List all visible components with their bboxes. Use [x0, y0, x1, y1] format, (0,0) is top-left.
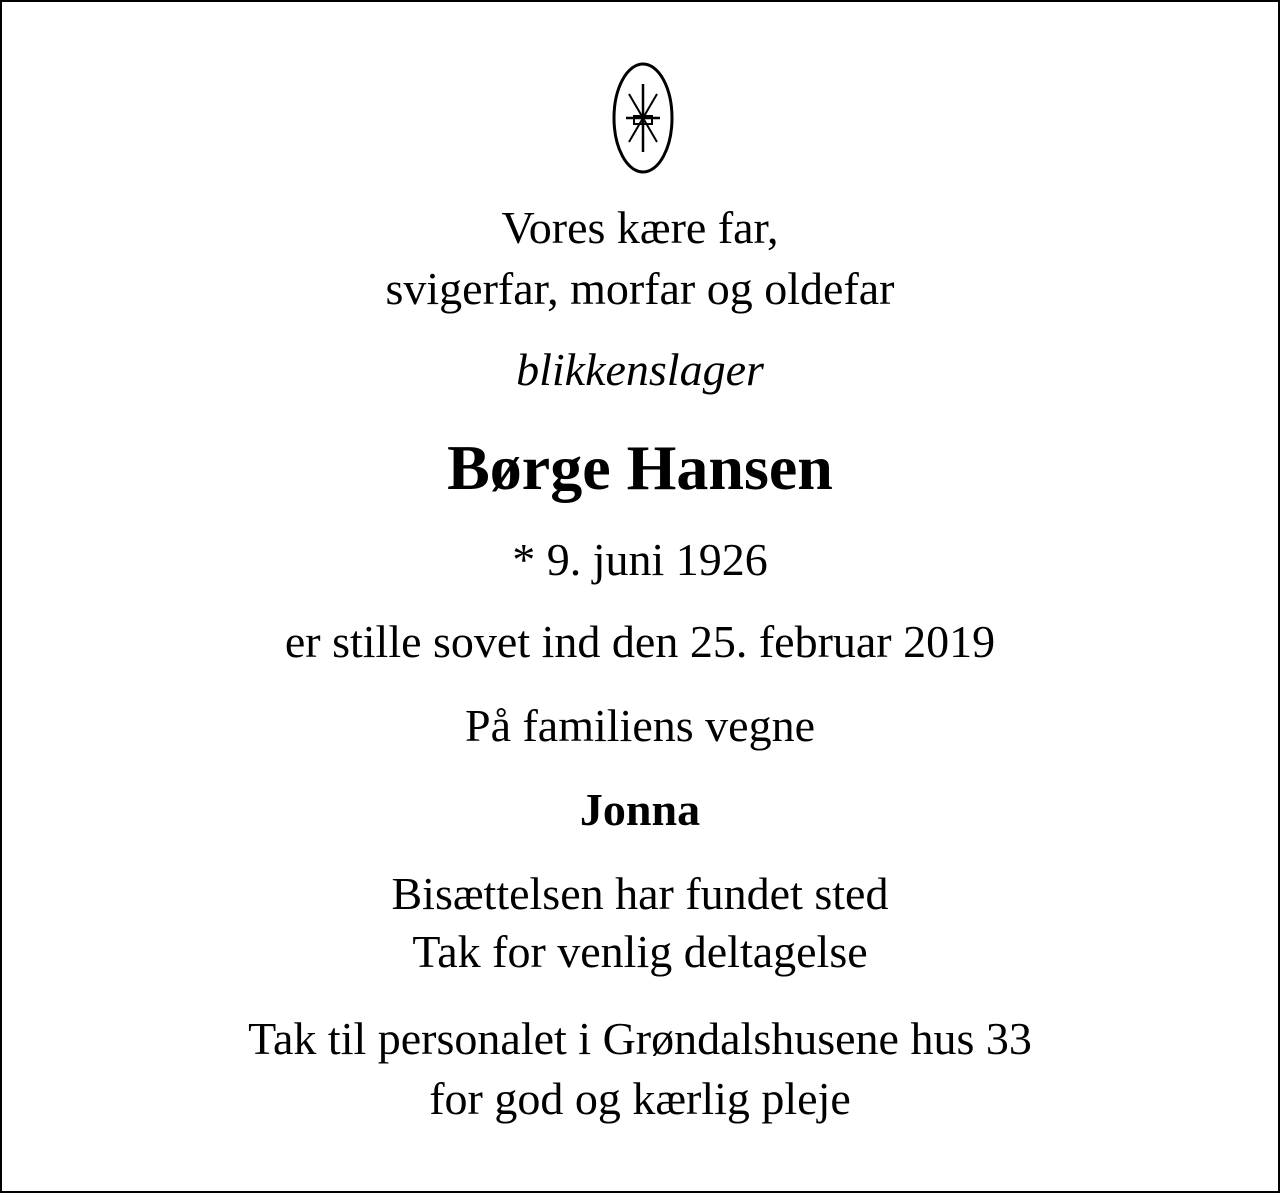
cross-in-oval-icon [612, 62, 674, 174]
occupation: blikkenslager [516, 344, 764, 395]
birth-date: * 9. juni 1926 [512, 534, 768, 585]
intro-line-2: svigerfar, morfar og oldefar [385, 263, 895, 314]
signature-name: Jonna [579, 784, 701, 835]
funeral-line-2: Tak for venlig deltagelse [412, 926, 868, 977]
deceased-name: Børge Hansen [447, 432, 833, 503]
thanks-line-1: Tak til personalet i Grøndalshusene hus 33 [248, 1013, 1032, 1064]
on-behalf-line: På familiens vegne [464, 700, 815, 751]
intro-line-1: Vores kære far, [501, 202, 779, 253]
funeral-line-1: Bisættelsen har fundet sted [391, 868, 889, 919]
thanks-line-2: for god og kærlig pleje [429, 1073, 851, 1124]
death-statement: er stille sovet ind den 25. februar 2019 [284, 616, 996, 667]
